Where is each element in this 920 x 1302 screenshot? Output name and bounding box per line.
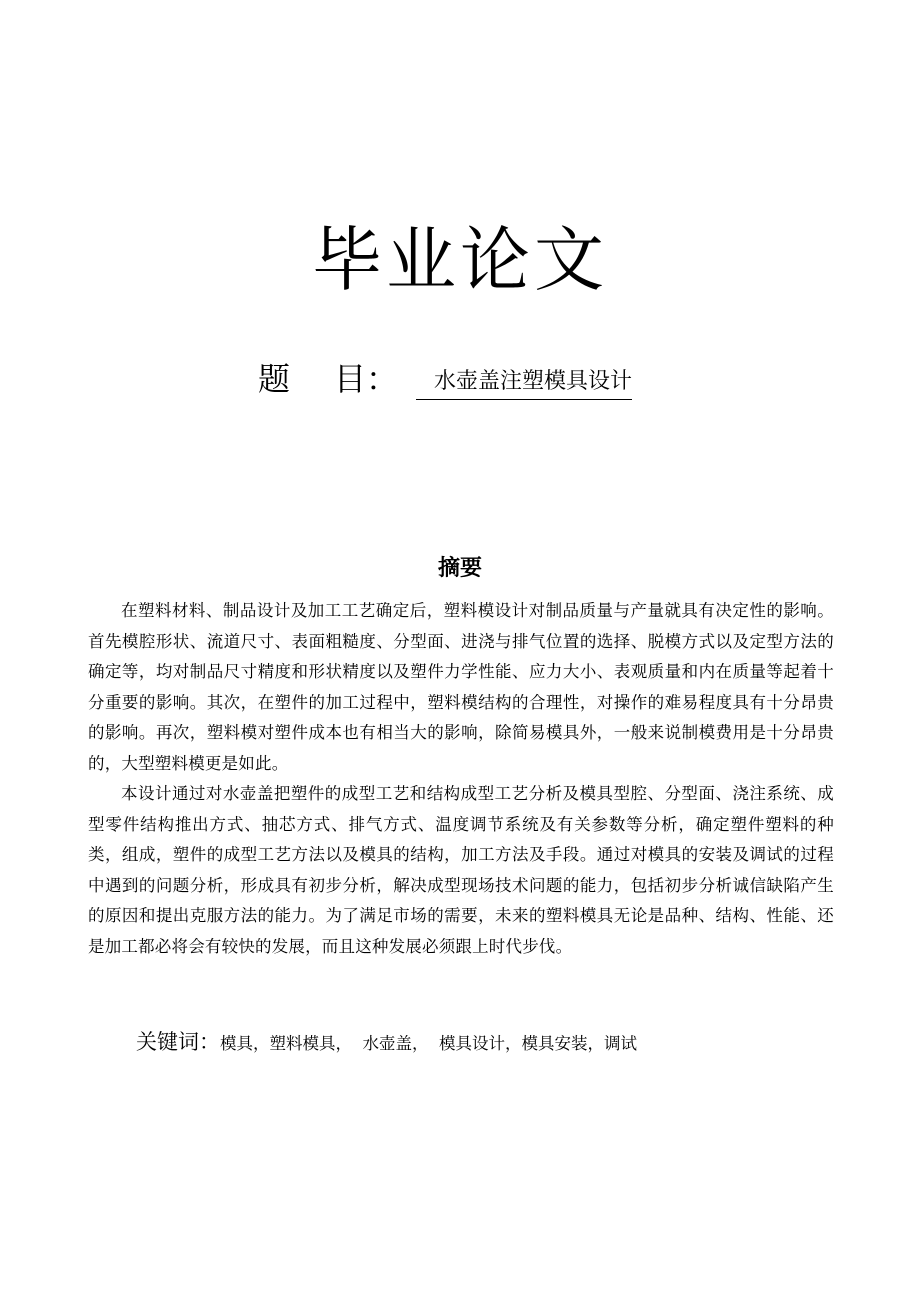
keywords-label: 关键词： (136, 1030, 220, 1054)
keywords-value: 模具，塑料模具， 水壶盖， 模具设计，模具安装，调试 (220, 1034, 637, 1053)
abstract-heading: 摘要 (437, 556, 482, 581)
subject-label-first: 题 (258, 360, 291, 398)
keywords-line (136, 1026, 637, 1056)
abstract-paragraph: 在塑料材料、制品设计及加工工艺确定后，塑料模设计对制品质量与产量就具有决定性的影响。首先模腔形状、流道尺寸、表面粗糙度、分型面、进浇与排气位置的选择、脱模方式以及定型方法的确定等，均对制品尺寸精度和形状精度以及塑件力学性能、应力大小、表观质量和内在质量等起着十分重要的影响。其次，在塑件的加工过程中，塑料模结构的合理性，对操作的难易程度具有十分昂贵的影响。再次，塑料模对塑件成本也有相当大的影响，除简易模具外，一般来说制模费用是十分昂贵的，大型塑料模更是如此。 (88, 601, 834, 773)
thesis-title: 毕业论文 (312, 219, 608, 301)
subject-label-second: 目： (334, 360, 399, 398)
abstract-paragraph: 本设计通过对水壶盖把塑件的成型工艺和结构成型工艺分析及模具型腔、分型面、浇注系统、成型零件结构推出方式、抽芯方式、排气方式、温度调节系统及有关参数等分析，确定塑件塑料的种类，组成，塑件的成型工艺方法以及模具的结构，加工方法及手段。通过对模具的安装及调试的过程中遇到的问题分析，形成具有初步分析，解决成型现场技术问题的能力，包括初步分析诚信缺陷产生的原因和提出克服方法的能力。为了满足市场的需要，未来的塑料模具无论是品种、结构、性能、还是加工都必将会有较快的发展，而且这种发展必须跟上时代步伐。 (88, 784, 834, 956)
abstract-body (88, 596, 834, 962)
subject-value: 水壶盖注塑模具设计 (416, 367, 632, 400)
subject-row (258, 356, 632, 400)
subject-label (258, 358, 398, 400)
